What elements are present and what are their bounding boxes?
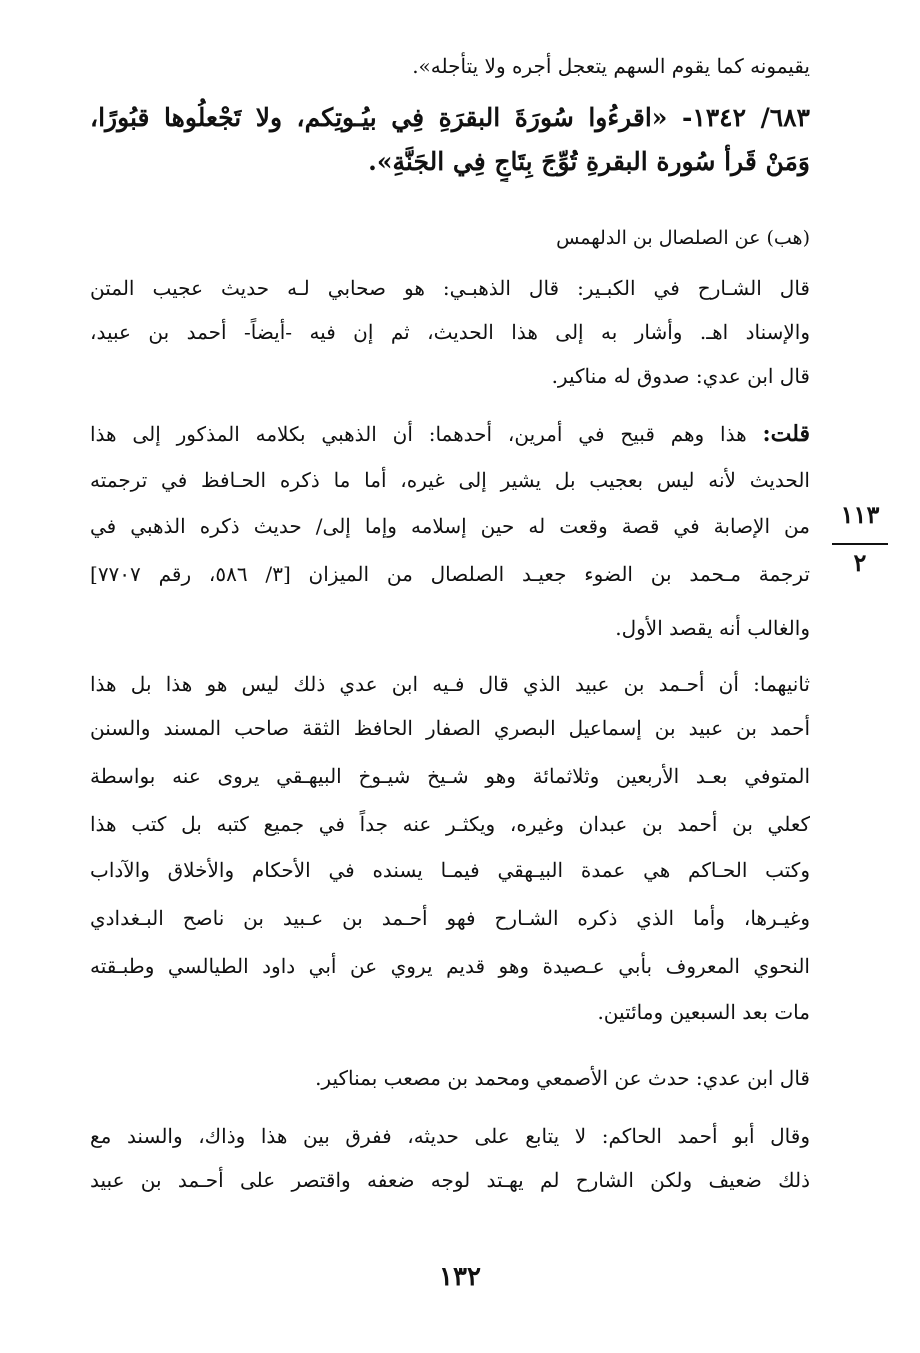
page-number xyxy=(0,1262,920,1292)
thaniyhuma-line-7: النحوي المعروف بأبي عـصيدة وهو قديم يروي عن أبي داود الطيالسي وطبـقته xyxy=(90,954,810,978)
hadith-line-1: ٦٨٣/ ١٣٤٢- «اقرءُوا سُورَةَ البقرَةِ فِي بيُـوتِكم، ولا تَجْعلُوها قبُورًا، xyxy=(90,103,810,132)
margin-note-divider xyxy=(832,543,888,545)
hakim-line-1: وقال أبو أحمد الحاكم: لا يتابع على حديثه، ففرق بين هذا وذاك، والسند مع xyxy=(90,1124,810,1148)
thaniyhuma-line-3: المتوفي بعـد الأربعين وثلاثمائة وهو شـيخ شيـوخ البيهـقي يروى عنه بواسطة xyxy=(90,764,810,788)
qultu-line-5: والغالب أنه يقصد الأول. xyxy=(615,616,810,640)
thaniyhuma-line-6: وغيـرها، وأما الذي ذكره الشـارح فهو أحـمد بن عـبيد بن ناصح البـغدادي xyxy=(90,906,810,930)
thaniyhuma-line-8: مات بعد السبعين ومائتين. xyxy=(597,1000,810,1024)
thaniyhuma-line-1: ثانيهما: أن أحـمد بن عبيد الذي قال فـيه ابن عدي ذلك ليس هو هذا بل هذا xyxy=(90,672,810,696)
sharih-line-2: والإسناد اهـ. وأشار به إلى هذا الحديث، ثم إن فيه -أيضاً- أحمد بن عبيد، xyxy=(90,320,810,344)
intro-line: يقيمونه كما يقوم السهم يتعجل أجره ولا يتأجله». xyxy=(412,54,810,78)
qultu-lead: قلت: xyxy=(762,421,810,447)
page-number-text: ١٣٢ xyxy=(439,1262,481,1292)
thaniyhuma-line-4: كعلي بن أحمد بن عبدان وغيره، ويكثـر عنه جداً في جميع كتبه بل كتب هذا xyxy=(90,812,810,836)
hadith-line-2: وَمَنْ قَرأ سُورة البقرةِ تُوِّجَ بِتَاجٍ فِي الجَنَّةِ». xyxy=(368,147,810,176)
qultu-line-2: الحديث لأنه ليس بعجيب بل يشير إلى غيره، أما ما ذكره الحـافظ في ترجمته xyxy=(90,468,810,492)
qultu-line-4: ترجمة مـحمد بن الضوء جعيـد الصلصال من الميزان [٣/ ٥٨٦، رقم ٧٧٠٧] xyxy=(90,562,810,586)
margin-note-bottom: ٢ xyxy=(853,548,867,577)
thaniyhuma-line-5: وكتب الحـاكم هي عمدة البيـهقي فيمـا يسنده في الأحكام والأخلاق والآداب xyxy=(90,858,810,882)
thaniyhuma-line-2: أحمد بن عبيد بن إسماعيل البصري الصفار الحافظ الثقة صاحب المسند والسنن xyxy=(90,716,810,740)
hakim-line-2: ذلك ضعيف ولكن الشارح لم يهـتد لوجه ضعفه واقتصر على أحـمد بن عبيد xyxy=(90,1168,810,1192)
hadith-source: (هب) عن الصلصال بن الدلهمس xyxy=(556,227,810,249)
qultu-line-3: من الإصابة في قصة وقعت له حين إسلامه وإما إلى/ حديث ذكره الذهبي في xyxy=(90,514,810,538)
sharih-line-1: قال الشـارح في الكبـير: قال الذهبـي: هو صحابي لـه حديث عجيب المتن xyxy=(90,276,810,300)
ibn-adi-line: قال ابن عدي: حدث عن الأصمعي ومحمد بن مصعب بمناكير. xyxy=(315,1066,810,1090)
qultu-line-1-text: هذا وهم قبيح في أمرين، أحدهما: أن الذهبي بكلامه المذكور إلى هذا xyxy=(90,422,763,446)
sharih-line-3: قال ابن عدي: صدوق له مناكير. xyxy=(551,364,810,388)
qultu-line-1 xyxy=(90,420,810,448)
margin-note-top: ١١٣ xyxy=(840,500,880,529)
